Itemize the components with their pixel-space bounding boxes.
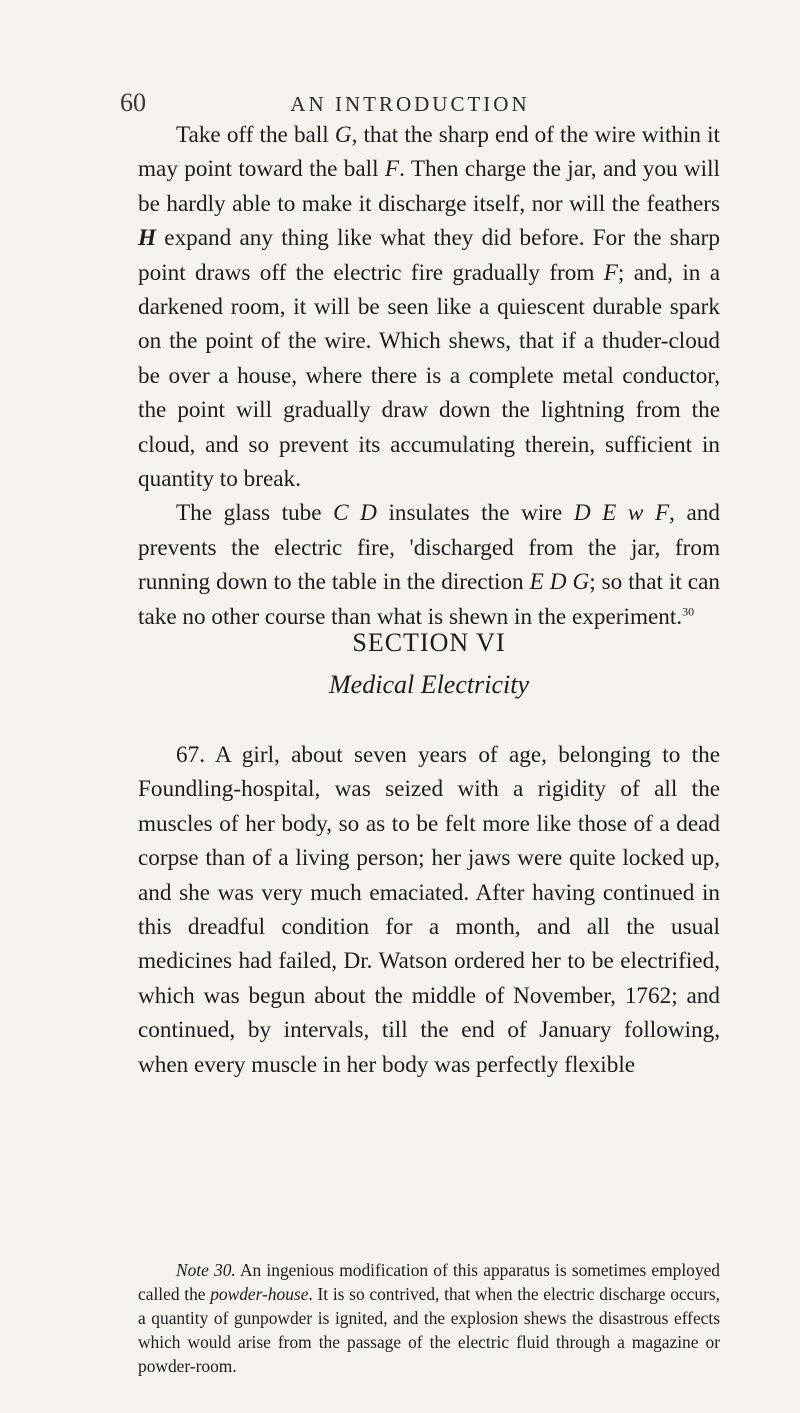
footnote (138, 1258, 720, 1378)
text-block-lower (138, 738, 720, 1082)
paragraph-foundling-girl: 67. A girl, about seven years of age, belonging to the Foundling-hospital, was seized with a rigidity of all the muscles of her body, so as to be felt more like those of a dead corpse than of a living person; her jaws were quite locked up, and she was very much emaciated. After having continued in this dreadful condition for a month, and all the usual medicines had failed, Dr. Watson ordered her to be electrified, which was begun about the middle of November, 1762; and continued, by intervals, till the end of January following, when every muscle in her body was perfectly flexible (138, 742, 720, 1078)
paragraph-take-off-ball: Take off the ball G, that the sharp end of the wire within it may point toward the ball F. Then charge the jar, and you will be hardly able to make it discharge itself, nor will the feathers H expand any thing like what they did before. For the sharp point draws off the electric fire gradually from F; and, in a darkened room, it will be seen like a quiescent durable spark on the point of the wire. Which shews, that if a thuder-cloud be over a house, where there is a complete metal conductor, the point will gradually draw down the lightning from the cloud, and so prevent its accumulating therein, sufficient in quantity to break. (138, 122, 720, 493)
footnote-text: Note 30. An ingenious modification of this apparatus is sometimes employed called the powder-house. It is so contrived, that when the electric discharge occurs, a quantity of gunpowder is ignited, and the explosion shews the disastrous effects which would arise from the passage of the electric fluid through a magazine or powder-room. (138, 1260, 720, 1376)
footnote-label: Note 30. (176, 1260, 236, 1280)
running-title: AN INTRODUCTION (290, 92, 530, 116)
footnote-reference: 30 (682, 603, 695, 618)
text-block-upper (138, 118, 720, 634)
page-number: 60 (120, 88, 146, 117)
paragraph-glass-tube: The glass tube C D insulates the wire D E w F, and prevents the electric fire, 'discharged from the jar, from running down to the table in the direction E D G; so that it can take no other course than what is shewn in the experiment.$^{30}$ (138, 500, 720, 630)
section-heading: SECTION VI (352, 628, 506, 657)
section-subtitle: Medical Electricity (329, 670, 529, 699)
